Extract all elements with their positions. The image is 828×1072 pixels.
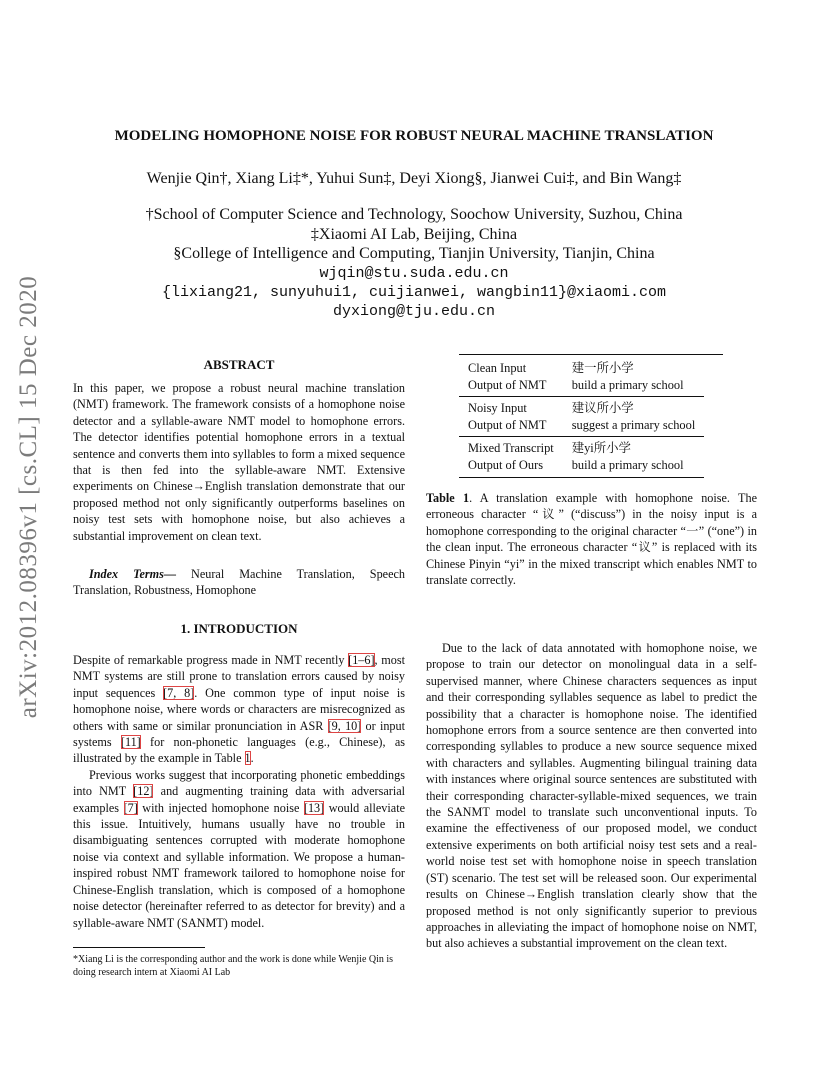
text-run: Despite of remarkable progress made in NMT recently <box>73 653 349 667</box>
footnote: *Xiang Li is the corresponding author and the work is done while Wenjie Qin is doing research intern at Xiaomi AI Lab <box>73 954 394 978</box>
index-terms-label: Index Terms— <box>89 567 177 581</box>
citation-link[interactable]: [11] <box>120 735 141 750</box>
table-row <box>459 377 704 397</box>
citation-link[interactable]: [13] <box>303 800 325 815</box>
abstract-body <box>73 380 405 544</box>
table-row <box>459 437 704 457</box>
citation-link[interactable]: [12] <box>133 784 154 799</box>
abstract-text: In this paper, we propose a robust neural machine translation (NMT) framework. The framework consists of a homophone noise detector and a syllable-aware NMT model to homophone errors. The detector identifies potential homophone errors in a textual sentence and converts them into syllables to form a mixed sequence that is then fed into the syllable-aware NMT. Extensive experiments on Chinese→English translation demonstrate that our proposed method not only significantly outperforms baselines on noisy test sets with homophone noise, but also achieves a substantial improvement on clean text. <box>73 381 405 543</box>
text-run: for non-phonetic languages (e.g., Chinese), as illustrated by the example in Table <box>73 735 405 766</box>
arxiv-stamp: arXiv:2012.08396v1 [cs.CL] 15 Dec 2020 <box>15 275 42 719</box>
text-run: , most NMT systems are still prone to translation errors caused by noisy input sequences <box>73 653 406 700</box>
right-paragraph-1: Due to the lack of data annotated with homophone noise, we propose to train our detector on monolingual data in a self-supervised manner, where Chinese characters sequences as input and their corresponding syllables sequence as label to predict the possibility that a character is homophone noise. The identified homophone errors from a source sentence are then converted into corresponding syllables to produce a new source sequence mixed with characters and syllables. Augmenting bilingual training data with instances where original source sentences are substituted with their corresponding character-syllable-mixed sequences, we train the SANMT model to translate such unconventional inputs. To examine the effectiveness of our proposed model, we conduct extensive experiments on both artificial noisy test sets and a real-world noise test set with homophone noise in speech translation (ST) scenario. The test set will be released soon. Our experimental results on Chinese→English translation clearly show that the proposed method is not only significantly superior to previous approaches in alleviating the impact of homophone noise on NMT, but also achieves a substantial improvement on the clean text. <box>426 641 757 951</box>
table-row <box>459 457 704 477</box>
table-cell: Mixed Transcript <box>468 441 554 456</box>
affiliation-tianjin: §College of Intelligence and Computing, Tianjin University, Tianjin, China <box>173 245 655 262</box>
email-xiaomi: {lixiang21, sunyuhui1, cuijianwei, wangbin11}@xiaomi.com <box>161 284 667 301</box>
email-qin: wjqin@stu.suda.edu.cn <box>319 265 509 282</box>
citation-link[interactable]: [1–6] <box>348 653 375 667</box>
index-terms-text: Neural Machine Translation, Speech Translation, Robustness, Homophone <box>73 567 405 598</box>
text-run: with injected homophone noise <box>137 800 304 815</box>
intro-paragraph-2 <box>73 767 405 931</box>
author-list: Wenjie Qin†, Xiang Li‡*, Yuhui Sun‡, Deyi Xiong§, Jianwei Cui‡, and Bin Wang‡ <box>146 170 682 187</box>
caption-label: Table 1 <box>426 491 470 505</box>
introduction-heading: 1. INTRODUCTION <box>180 621 298 636</box>
abstract-heading: ABSTRACT <box>203 357 275 372</box>
table-row <box>459 357 704 377</box>
footnote-divider <box>73 947 205 948</box>
table-row <box>459 417 704 437</box>
intro-paragraph-1 <box>73 652 405 767</box>
introduction-body <box>73 652 405 931</box>
text-run: would alleviate this issue. Intuitively, humans usually have no trouble in disambiguating sentences corrupted with moderate homophone noise via context and syllable information. We propose a human-inspired robust NMT framework tailored to homophone noise for Chinese-English translation, which is composed of a homophone noise detector (hereinafter referred to as detector for brevity) and a syllable-aware NMT (SANMT) model. <box>73 800 405 930</box>
email-xiong: dyxiong@tju.edu.cn <box>332 303 496 320</box>
table-cell: 建一所小学 <box>571 361 634 375</box>
table-1 <box>459 357 723 478</box>
table-cell: Noisy Input <box>468 401 527 416</box>
index-terms <box>73 566 405 599</box>
table-cell: build a primary school <box>571 377 684 392</box>
table-cell: Output of NMT <box>468 417 547 432</box>
right-column-body <box>426 640 757 952</box>
table-cell: Output of NMT <box>468 377 547 392</box>
table-row <box>459 397 704 417</box>
caption-text: . A translation example with homophone noise. The erroneous character “议” (“discuss”) in the noisy input is a homophone corresponding to the original character “一” (“one”) in the clean input. The erroneous character “议” is replaced with its Chinese Pinyin “yi” in the mixed transcript which enables NMT to translate correctly. <box>426 491 757 588</box>
table-1-caption <box>426 490 757 588</box>
table-top-rule <box>459 354 723 355</box>
table-cell: suggest a primary school <box>571 417 696 432</box>
citation-link[interactable]: [9, 10] <box>327 718 362 733</box>
table-cell: Clean Input <box>468 361 527 375</box>
text-run: or input systems <box>73 718 405 750</box>
text-run: and augmenting training data with adversarial examples <box>73 784 405 815</box>
text-run: . One common type of input noise is homophone noise, where words or characters are misrecognized as others with same or similar pronunciation in ASR <box>73 685 405 733</box>
citation-link[interactable]: [7] <box>123 800 138 815</box>
text-run: Previous works suggest that incorporating phonetic embeddings into NMT <box>73 767 405 799</box>
text-run: . <box>250 751 254 766</box>
table-link[interactable]: 1 <box>244 751 251 766</box>
table-cell: 建yi所小学 <box>571 441 631 456</box>
citation-link[interactable]: [7, 8] <box>163 685 195 700</box>
affiliation-xiaomi: ‡Xiaomi AI Lab, Beijing, China <box>310 226 518 243</box>
paper-title: MODELING HOMOPHONE NOISE FOR ROBUST NEURAL MACHINE TRANSLATION <box>114 128 714 144</box>
table-cell: 建议所小学 <box>571 401 634 416</box>
table-cell: build a primary school <box>571 457 684 472</box>
table-cell: Output of Ours <box>468 457 544 472</box>
affiliation-soochow: †School of Computer Science and Technology, Soochow University, Suzhou, China <box>145 206 683 223</box>
